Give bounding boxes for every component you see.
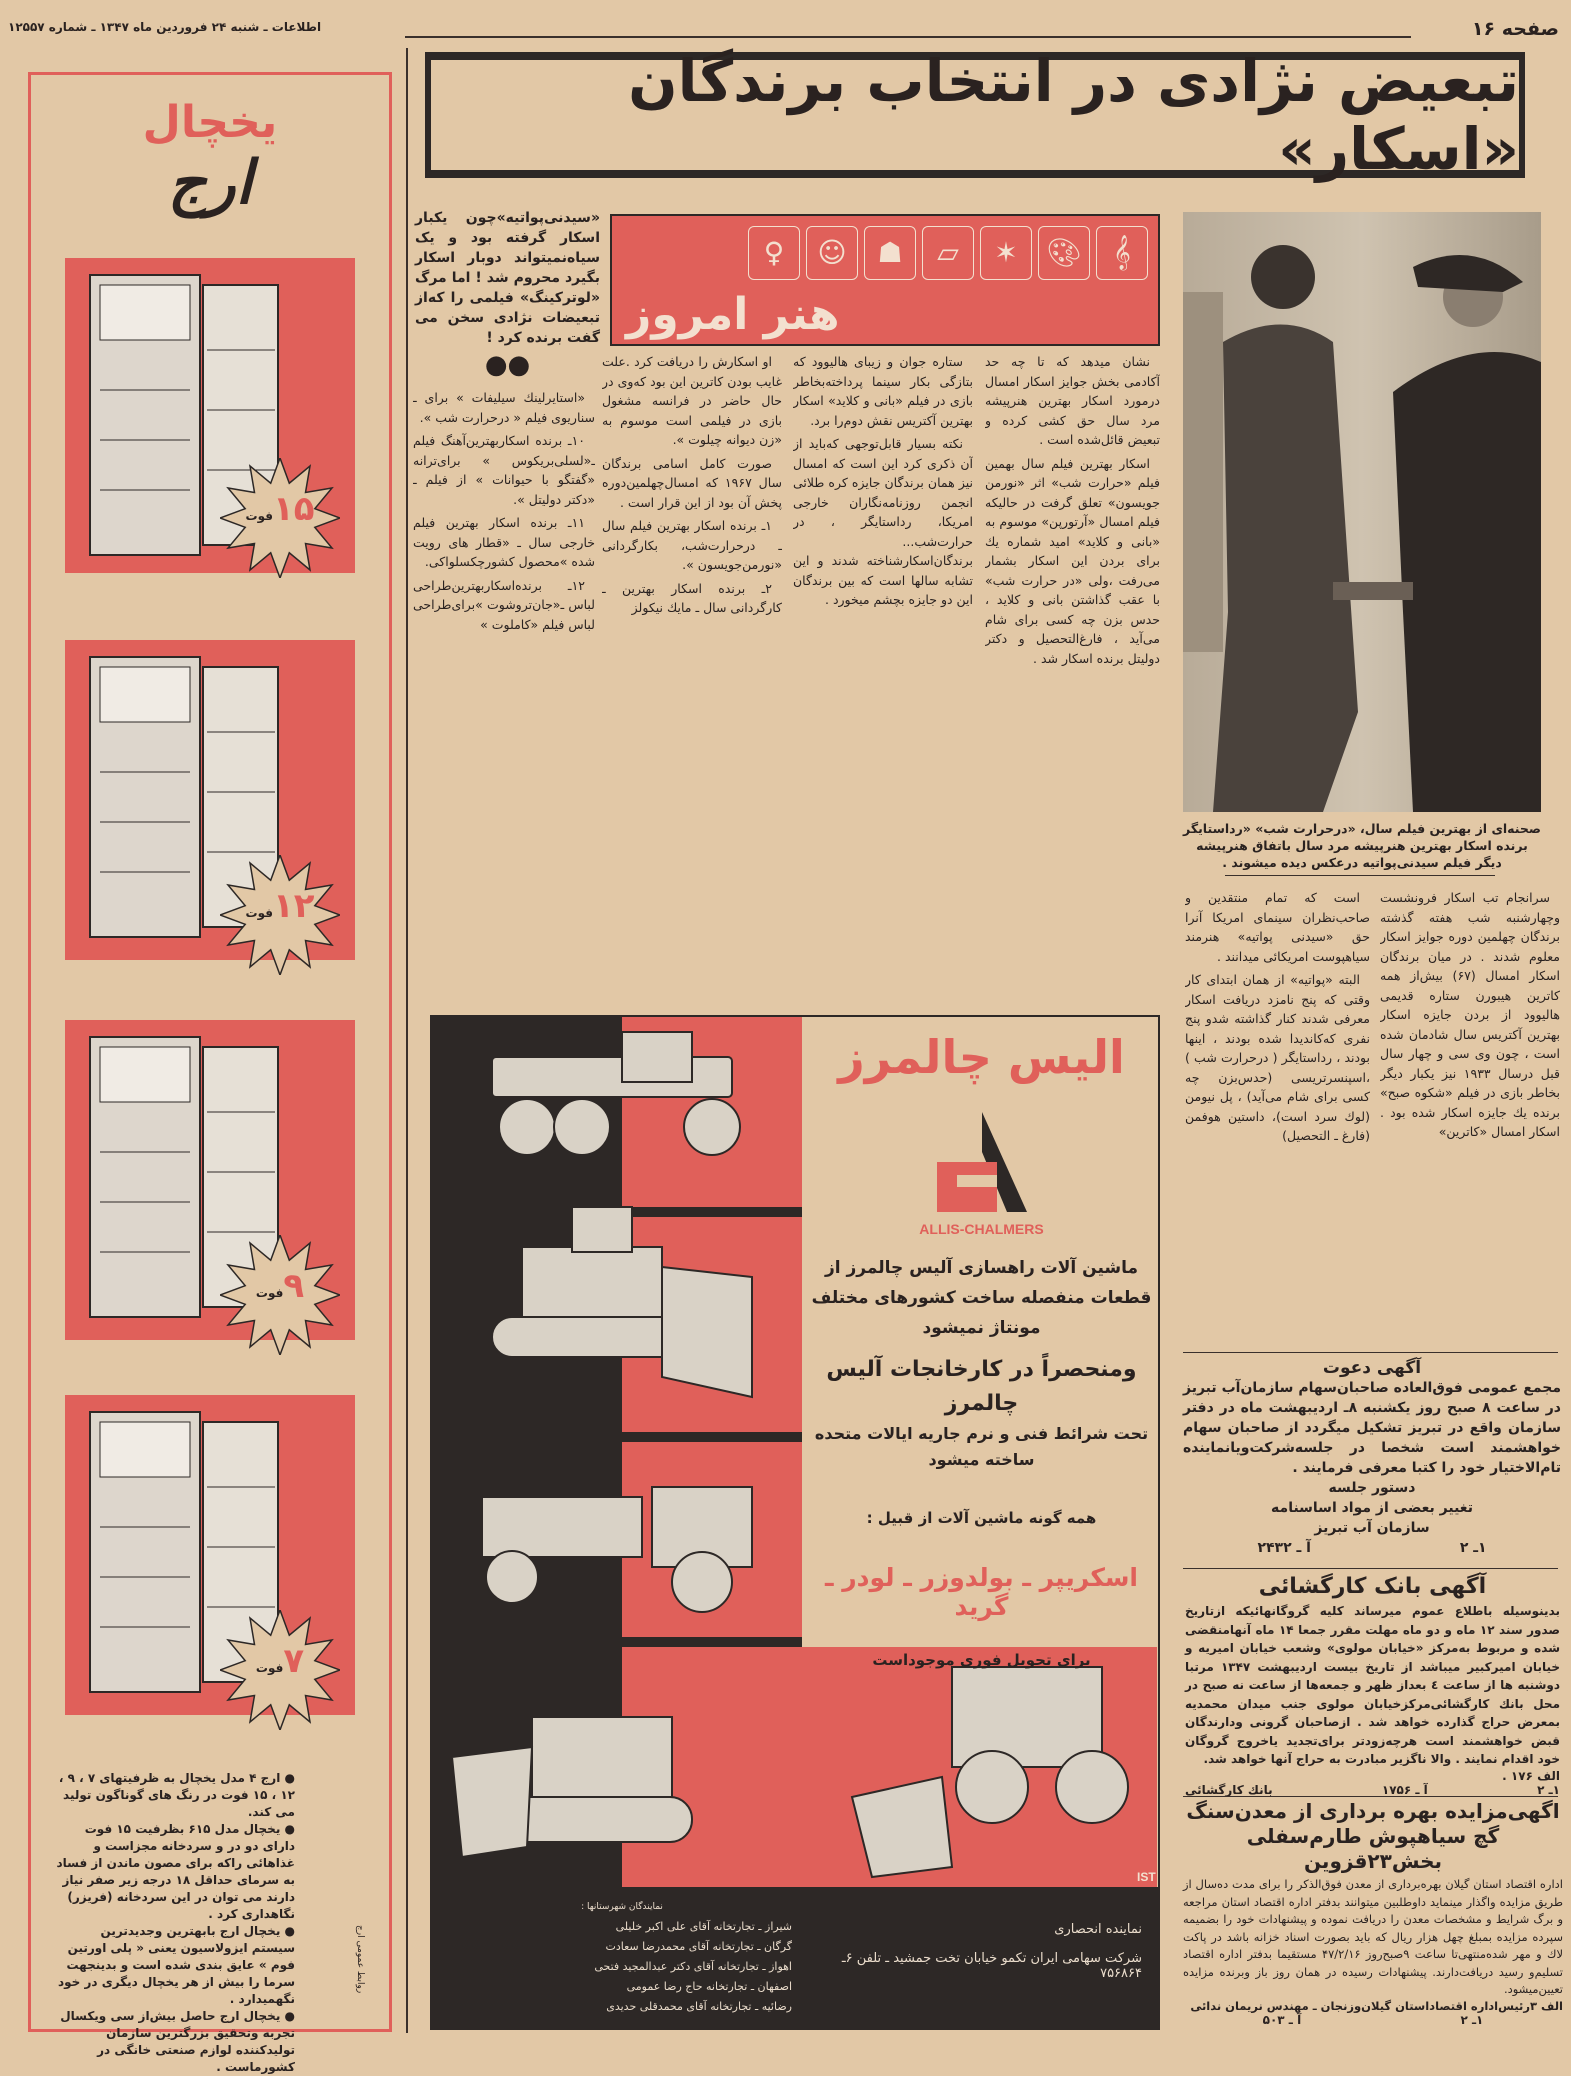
headline-box — [425, 47, 1525, 183]
unit-label: فوت — [245, 906, 273, 920]
theater-masks-icon: ☺ — [806, 226, 858, 280]
size-starburst — [220, 855, 340, 975]
caption-rule — [1225, 875, 1495, 876]
notice-rule — [1183, 1568, 1558, 1569]
grader-icon — [492, 1032, 740, 1155]
painter-icon: ♀ — [748, 226, 800, 280]
size-starburst — [220, 1235, 340, 1355]
ref-number: ۱ـ ۲ — [1460, 2012, 1484, 2027]
auction-signature: الف ۳رئیس‌اداره اقتصاداستان گیلان‌وزنجان ـ مهندس نریمان ندائی — [1190, 1998, 1563, 2013]
banner-icons — [748, 226, 1148, 280]
paragraph: ۲ـ برنده اسکار بهترین ـ کارگردانی سال ـ مایك نیكولز — [602, 580, 782, 615]
bank-signature: بانك کارگشائی — [1185, 1782, 1273, 1797]
allis-line-1: ماشین آلات راهسازی آلیس چالمرز از قطعات منفصله ساخت کشورهای مختلف مونتاژ نمیشود — [811, 1258, 1152, 1338]
sidebar-quote — [415, 208, 600, 378]
allis-line-5: برای تحویل فوری موجوداست — [872, 1651, 1091, 1669]
invitation-body: مجمع عمومی فوق‌العاده صاحبان‌سهام سازمان‌آب تبریز در ساعت ۸ صبح روز یکشنبه ۸ـ اردیبهشت ماه در دفتر سازمان واقع در تبریز تشکیل میگردد از صاحبان سهام خواهشمند است شخصا در جلسه‌شرکت‌ویانماینده تام‌الاختیار خود را کتبا معرفی فرمایند . — [1183, 1380, 1561, 1476]
allis-chalmers-logo-icon — [927, 1107, 1037, 1217]
honar-emrooz-banner — [610, 214, 1160, 346]
paragraph: نشان میدهد که تا چه حد آکادمی بخش جوایز اسکار امسال درمورد اسکار بهترین هنرپیشه مرد سال حق کشی کرده و تبعیض قائل‌شده است . — [985, 354, 1160, 447]
dealer: گرگان ـ تجارتخانه آقای محمدرضا سعادت — [605, 1940, 792, 1953]
allis-logo-text: ALLIS-CHALMERS — [919, 1221, 1044, 1237]
paragraph: ۱۲ـ برنده‌اسکاربهترین‌طراحی لباس ـ«جان‌تروشوت »برای‌طراحی لباس فیلم «کاملوت » — [413, 577, 595, 632]
auction-notice — [1183, 1799, 1563, 2027]
paragraph: «استایرلینك سیلیفات » برای ـ سناریوی فیلم « درحرارت شب ». — [413, 390, 595, 425]
article-column-3 — [602, 352, 782, 1002]
dealer: اهواز ـ تجارتخانه آقای دکتر عبدالمجید فتحی — [594, 1960, 792, 1973]
invitation-title: آگهی دعوت — [1322, 1358, 1422, 1378]
paragraph: صورت کامل اسامی برندگان سال ۱۹۶۷ که امسال‌چهلمین‌دوره پخش آن بود از این قرار است . — [602, 455, 782, 510]
photo-caption: صحنه‌ای از بهترین فیلم سال، «درحرارت شب» «رداستایگر برنده اسکار بهترین هنرپیشه مرد سال باتفاق هنرپیشه دیگر فیلم سیدنی‌پواتیه درعکس دیده میشوند . — [1183, 821, 1541, 870]
paragraph: سرانجام تب اسکار فرونشست وچهارشنبه شب هفته گذشته برندگان چهلمین دوره جوایز اسکار معلوم شدند . در میان برندگان اسکار امسال (۶۷) بیش‌از همه کاترین هیبورن ستاره قدیمی هالیوود از بردن جایزه اسکار بهترین آکتریس سال شادمان شده است ، چون وی سی و چهار سال قبل درسال ۱۹۳۳ نیز یکبار دیگر بخاطر بازی در فیلم «شکوه صبح» برنده یك جایزه اسکار شده بود . اسکار امسال «کاترین» — [1380, 890, 1560, 1139]
ref-code: آ ـ ۵۰۳ — [1262, 2012, 1302, 2027]
paragraph: است که تمام منتقدین و صاحب‌نظران سینمای امریکا آنرا حق «سیدنی پواتیه» هنرمند سیاهپوست امریکائی میدانند . — [1185, 890, 1370, 964]
allis-line-2: ومنحصراً در کارخانجات آلیس چالمرز — [826, 1357, 1137, 1416]
notice-rule — [1183, 1796, 1558, 1797]
ballerina-icon: ✶ — [980, 226, 1032, 280]
bank-body: بدینوسیله باطلاع عموم میرساند کلیه گروگانهائیکه ازتاریخ صدور سند ۱۲ ماه و دو ماه مهلت مقرر جمعا ۱۴ ماه آنهامنقضی شده و مربوط به‌مرکز «خیابان مولوی» وشعب خیابان امیریه و خیابان امیرکبیر میباشد از تاریخ بیست اردیبهشت ۱۳۴۷ مرتبا دوشنبه ها از ساعت ٤ بعداز ظهر و جمعه‌ها از ساعت نه صبح در محل بانك کارگشائی‌مرکزخیابان مولوی جنب میدان محمدیه بمعرض حراج گذارده خواهد شد . ازصاحبان گرونی ودارندگان قبض خواهشمند است هرچه‌زودتر برای‌تجدید یاخروج گروگان خود اقدام نمایند . والا ناگزیر مبادرت به حراج آنها خواهد شد. — [1185, 1604, 1561, 1766]
bulldozer-icon — [492, 1207, 752, 1397]
dealer: رضائیه ـ تجارتخانه آقای محمدقلی حدیدی — [606, 2000, 792, 2013]
news-photo — [1183, 212, 1541, 812]
quote-bullets-icon: ●● — [484, 350, 531, 380]
exclusive-company: شرکت سهامی ایران تکمو خیابان تخت جمشید ـ تلفن ۶ـ ۷۵۶۸۶۴ — [841, 1951, 1142, 1981]
size-starburst — [220, 458, 340, 578]
size-label: ۱۵فوت — [245, 489, 315, 529]
size-label: ۹فوت — [255, 1266, 305, 1306]
dealer: شیراز ـ تجارتخانه آقای علی اکبر خلیلی — [615, 1920, 792, 1933]
ref-code: آ ـ ۱۷۵۶ — [1381, 1782, 1428, 1797]
book-icon: ▱ — [922, 226, 974, 280]
unit-label: فوت — [255, 1661, 284, 1675]
dealers-block — [452, 1897, 792, 2017]
right-article-column-2 — [1185, 888, 1370, 1328]
paragraph: نکته بسیار قابل‌توجهی که‌باید از آن ذکری کرد این است که امسال نیز همان برندگان جایزه کره طلائی انجمن روزنامه‌نگاران خارجی امریکا، رداستایگر ، در حرارت‌شب... برندگان‌اسکارشناخته شدند و این تشابه سالها است که بین برندگان این دو جایزه بچشم میخورد . — [793, 436, 973, 607]
wheel-loader-icon — [852, 1667, 1128, 1877]
bank-code: الف ۱۷۶ . — [1502, 1768, 1560, 1783]
unit-label: فوت — [255, 1286, 284, 1300]
ref-code: آ ـ ۲۴۳۲ — [1257, 1540, 1311, 1556]
auction-title: اگهی‌مزایده بهره برداری از معدن‌سنگ گچ سیاهپوش طارم‌سفلی بخش۲۳قزوین — [1186, 1799, 1560, 1873]
allis-chalmers-ad — [430, 1015, 1160, 2030]
paragraph: ۱۱ـ برنده اسکار بهترین فیلم خارجی سال ـ «قطار های رویت شده »محصول کشورچکسلواکی. — [413, 515, 595, 569]
bullet: ● یخچال ارج حاصل بیش‌از سی ویکسال تجربه وتحقیق بزرگترین سازمان تولیدکننده لوازم صنعتی خانگی در کشورماست . — [60, 2009, 295, 2074]
bank-title: آگهی بانک کارگشائی — [1258, 1574, 1487, 1599]
fridge-ad-title: یخچال — [142, 97, 278, 148]
invitation-signature: سازمان آب تبریز — [1314, 1520, 1430, 1536]
notice-rule — [1183, 1352, 1558, 1353]
paragraph: ستاره جوان و زیبای هالیوود که بتازگی بکار سینما پرداخته‌بخاطر بازی در فیلم «بانی و کلاید» اسکار بهترین آکتریس نقش دوم‌را برد. — [793, 354, 973, 428]
agency-credit: روابط عمومی ارج — [355, 1925, 365, 1994]
auction-refs — [1183, 2013, 1563, 2027]
exclusive-title: نماینده انحصاری — [1054, 1922, 1142, 1937]
crawler-loader-icon — [452, 1717, 692, 1857]
article-column-1 — [985, 352, 1160, 1002]
article-column-4 — [413, 388, 595, 1002]
article-column-2 — [793, 352, 973, 1002]
column-divider — [406, 48, 408, 2033]
bank-refs — [1185, 1783, 1560, 1797]
arj-logo — [31, 148, 389, 218]
agenda-title: دستور جلسه — [1328, 1480, 1416, 1496]
allis-products: اسکریپر ـ بولدوزر ـ لودر ـ گرید — [824, 1563, 1139, 1621]
headline: تبعیض نژادی در انتخاب برندگان «اسکار» — [628, 47, 1519, 183]
brand-logo-text: ارج — [167, 148, 253, 218]
right-article-column-1 — [1380, 888, 1560, 1328]
allis-line-4: همه گونه ماشین آلات از قبیل : — [866, 1509, 1097, 1527]
size-label: ۱۲فوت — [245, 886, 315, 926]
fridge-bullets — [55, 1770, 295, 2076]
header-rule — [405, 36, 1411, 38]
exclusive-dealer — [802, 1922, 1142, 1981]
invitation-notice — [1183, 1358, 1561, 1558]
agency-mark: IST — [1137, 1870, 1156, 1884]
bullet: ● ارج ۴ مدل یخچال به ظرفیتهای ۷ ، ۹ ، ۱۲ ، ۱۵ فوت در رنگ های گوناگون تولید می کند. — [58, 1771, 295, 1819]
bust-icon: ☗ — [864, 226, 916, 280]
dateline: اطلاعات ـ شنبه ۲۴ فروردین ماه ۱۳۴۷ ـ شماره ۱۲۵۵۷ — [8, 20, 322, 34]
paragraph: ۱۰ـ برنده اسکاربهترین‌آهنگ فیلم ـ«لسلی‌بریکوس » برای‌ترانه «گفتگو با حیوانات » از فیلم ـ «دکتر دولیتل ». — [413, 433, 595, 507]
photo-illustration — [1183, 212, 1541, 812]
ref-number: ۱ـ ۲ — [1537, 1782, 1560, 1797]
music-note-icon: 𝄞 — [1096, 226, 1148, 280]
paragraph: البته «پواتیه» از همان ابتدای کار وقتی که پنج نامزد دریافت اسکار معرفی شدند کنار گذاشته شدو پنج نفری که‌کاندیدا شده بودند ، اینها بودند ، رداستایگر ( درحرارت شب ) ،اسپنسرتریسی (حدس‌بزن چه کسی برای شام می‌آید) ، پل نیومن (لوك سرد است)، داستین هوفمن (فارغ ـ التحصیل) — [1185, 972, 1370, 1143]
allis-title: الیس چالمرز — [838, 1030, 1125, 1084]
size-starburst — [220, 1610, 340, 1730]
allis-line-3: تحت شرائط فنی و نرم جاریه ایالات متحده ساخته میشود — [814, 1424, 1149, 1469]
page-number: صفحه ۱۶ — [1471, 18, 1559, 40]
paragraph: ۱ـ برنده اسکار بهترین فیلم سال ـ درحرارت‌شب، بکارگردانی «نورمن‌جویسون ». — [602, 518, 782, 572]
bullet: ● یخچال ارج بابهترین وجدیدترین سیستم ایزولاسیون یعنی « پلی اورتین فوم » عایق بندی شده است و بدینجهت سرما را بیش از هر یخچال دیگری در خود نگهمیدارد . — [57, 1924, 295, 2006]
palette-icon: 🎨︎ — [1038, 226, 1090, 280]
scraper-icon — [482, 1487, 752, 1612]
ref-number: ۱ـ ۲ — [1459, 1540, 1487, 1556]
paragraph: او اسکارش را دریافت کرد .علت غایب بودن کاترین این بود که‌وی در حال حاضر در فرانسه مشغول بازی در فیلمی است موسوم به «زن دیوانه چیلوت ». — [602, 354, 782, 447]
auction-body: اداره اقتصاد استان گیلان بهره‌برداری از معدن فوق‌الذکر را برای مدت ده‌سال از طریق مزایده واگذار مینماید داوطلبین میتوانند بدفتر اداره اقتصاد استان مراجعه و برگ شرایط و مشخصات معدن را دریافت نموده و پیشنهادات خود را بضمیمه سپرده مزایده بمبلغ چهل هزار ریال که باید بصورت اسناد خزانه باشد در پاکت لاك و مهر شده‌منتهی‌تا ساعت ۹صبح‌روز ۴۷/۲/۱۶ مستقیما بدفتر اداره اقتصاد تسلیم‌و رسید دریافت‌دارند. پیشنهادات رسیده در همان روز باز وبرنده مزایده تعیین‌میشود. — [1183, 1877, 1563, 1996]
dealers-title: نمایندگان شهرستانها : — [581, 1902, 663, 1912]
banner-title: هنر امروز — [626, 289, 840, 340]
dealer: اصفهان ـ تجارتخانه حاج رضا عمومی — [626, 1980, 792, 1993]
size-label: ۷فوت — [255, 1641, 305, 1681]
agenda-text: تغییر بعضی از مواد اساسنامه — [1271, 1500, 1473, 1516]
unit-label: فوت — [245, 509, 273, 523]
invitation-refs — [1183, 1538, 1561, 1558]
bullet: ● یخچال مدل ۶۱۵ بظرفیت ۱۵ فوت دارای دو در و سردخانه مجزاست و غذاهائی راکه برای مصون ماندن از فساد به سرمای حداقل ۱۸ درجه زیر صفر نیاز دارند می توان در این سردخانه (فریزر) نگاهداری کرد . — [56, 1822, 295, 1921]
paragraph: اسکار بهترین فیلم سال بهمین فیلم «حرارت شب» اثر «نورمن جویسون» تعلق گرفت در حالیکه فیلم امسال «آرتورپن» موسوم به «بانی و کلاید» امید شماره یك برای بردن این اسکار بشمار می‌رفت ،ولی «در حرارت شب» با عقب گذاشتن بانی و کلاید ، حدس بزن چه کسی برای شام می‌آید ، فارغ‌التحصیل‌ و دکتر دولیتل برنده اسکار شد . — [985, 455, 1160, 666]
bank-notice — [1185, 1572, 1560, 1797]
quote-text: «سیدنی‌پواتیه»چون یکبار اسکار گرفته بود و یک سیاه‌نمیتواند دوبار اسکار بگیرد محروم شد ! اما مرگ «لوترکینگ» فیلمی را که‌از تبعیضات نژادی سخن می گفت برنده کرد ! — [415, 210, 600, 346]
